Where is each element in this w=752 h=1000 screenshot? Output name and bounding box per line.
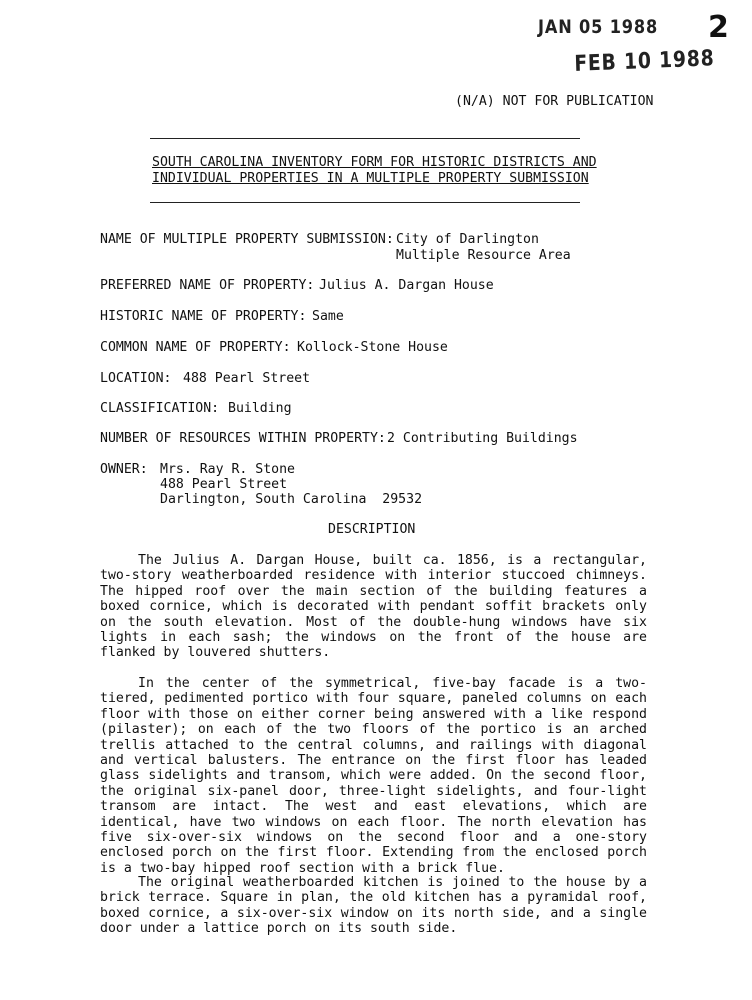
classification-value: Building [228, 401, 292, 416]
form-title-line-2: INDIVIDUAL PROPERTIES IN A MULTIPLE PROPERTY SUBMISSION [152, 171, 589, 186]
owner-street: 488 Pearl Street [160, 477, 288, 492]
location-value: 488 Pearl Street [183, 371, 311, 386]
form-title-line-1: SOUTH CAROLINA INVENTORY FORM FOR HISTORIC DISTRICTS AND [152, 155, 597, 170]
description-paragraph-2: In the center of the symmetrical, five-bay facade is a two-tiered, pedimented portico with four square, paneled columns on each floor with those on either corner being answered with a like respond (pilaster); on each of the two floors of the portico is an arched trellis attached to the central columns, and railings with diagonal and vertical balusters. The entrance on the first floor has leaded glass sidelights and transom, which were added. On the second floor, the original six-panel door, three-light sidelights, and four-light transom are intact. The west and east elevations, which are identical, have two windows on each floor. The north elevation has five six-over-six windows on the second floor and a one-story enclosed porch on the first floor. Extending from the enclosed porch is a two-bay hipped roof section with a brick flue. [100, 676, 647, 876]
description-paragraph-1: The Julius A. Dargan House, built ca. 1856, is a rectangular, two-story weatherboarded residence with interior stuccoed chimneys. The hipped roof over the main section of the building features a boxed cornice, which is decorated with pendant soffit brackets only on the south elevation. Most of the double-hung windows have six lights in each sash; the windows on the front of the house are flanked by louvered shutters. [100, 553, 647, 661]
resources-label: NUMBER OF RESOURCES WITHIN PROPERTY: [100, 431, 386, 446]
mps-value-line-1: City of Darlington [396, 232, 539, 247]
description-paragraph-3: The original weatherboarded kitchen is joined to the house by a brick terrace. Square in plan, the old kitchen has a pyramidal roof, boxed cornice, a six-over-six window on its north side, and a single door under a lattice porch on its south side. [100, 875, 647, 937]
bottom-rule [150, 202, 580, 203]
common-name-value: Kollock-Stone House [297, 340, 448, 355]
received-date-stamp-1: JAN 05 1988 [538, 16, 659, 38]
owner-label: OWNER: [100, 462, 148, 477]
historic-name-value: Same [312, 309, 344, 324]
mps-label: NAME OF MULTIPLE PROPERTY SUBMISSION: [100, 232, 394, 247]
mps-value-line-2: Multiple Resource Area [396, 248, 571, 263]
resources-value: 2 Contributing Buildings [387, 431, 578, 446]
common-name-label: COMMON NAME OF PROPERTY: [100, 340, 291, 355]
preferred-name-value: Julius A. Dargan House [319, 278, 494, 293]
received-date-stamp-2: FEB 10 1988 [574, 46, 715, 77]
owner-city: Darlington, South Carolina 29532 [160, 492, 423, 507]
top-rule [150, 138, 580, 139]
preferred-name-label: PREFERRED NAME OF PROPERTY: [100, 278, 315, 293]
classification-label: CLASSIFICATION: [100, 401, 220, 416]
publication-note: (N/A) NOT FOR PUBLICATION [455, 94, 654, 109]
location-label: LOCATION: [100, 371, 172, 386]
historic-name-label: HISTORIC NAME OF PROPERTY: [100, 309, 307, 324]
owner-name: Mrs. Ray R. Stone [160, 462, 295, 477]
description-heading: DESCRIPTION [328, 522, 416, 537]
page-number: 2 [708, 10, 729, 45]
